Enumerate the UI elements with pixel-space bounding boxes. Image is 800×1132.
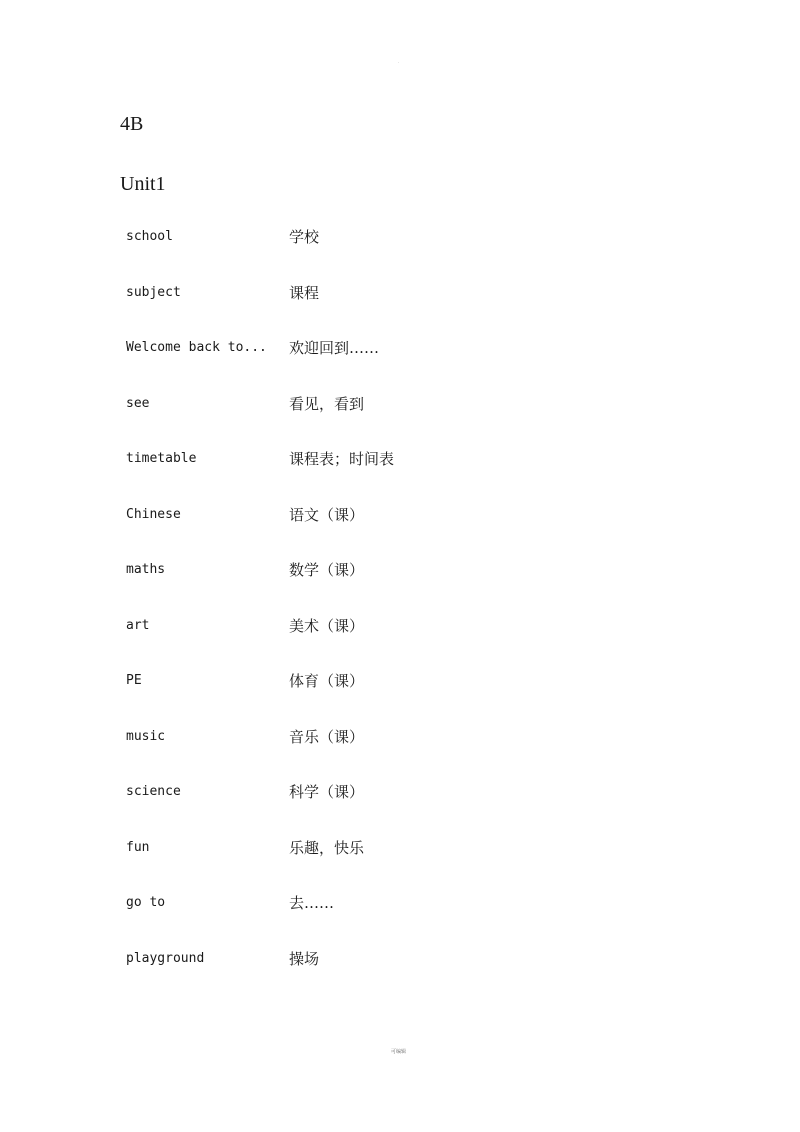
vocab-english: PE [126,673,142,688]
vocab-row [126,502,686,558]
vocab-row [126,391,686,447]
vocab-chinese: 学校 [289,228,320,246]
vocab-row [126,835,686,891]
vocab-row [126,724,686,780]
vocab-row [126,224,686,280]
vocab-row [126,946,686,1002]
vocab-chinese: 语文（课） [289,505,365,524]
vocab-english: see [126,395,150,411]
vocab-row [126,668,686,724]
vocab-chinese: 操场 [289,949,320,968]
vocab-english: science [126,784,181,799]
vocab-chinese: 课程 [289,283,320,302]
vocab-english: maths [126,562,166,577]
vocab-row [126,890,686,946]
vocab-row [126,446,686,502]
vocab-row [126,613,686,669]
vocab-english: music [126,728,166,744]
header-mark: . [398,59,400,64]
unit-title: Unit1 [120,173,166,195]
vocab-english: playground [126,950,205,966]
vocab-chinese: 数学（课） [289,561,365,579]
vocab-english: Chinese [126,506,181,522]
vocab-english: go to [126,895,166,910]
footer-mark: 可编辑 [391,1049,407,1055]
vocab-chinese: 课程表；时间表 [289,450,395,468]
vocab-chinese: 去…… [289,894,335,912]
vocab-english: school [126,229,173,244]
vocab-english: art [126,617,150,633]
vocab-english: Welcome back to... [126,340,267,355]
vocab-row [126,280,686,336]
vocab-chinese: 体育（课） [289,672,365,690]
vocab-english: fun [126,839,150,855]
vocab-english: timetable [126,451,197,466]
vocab-chinese: 音乐（课） [289,727,365,746]
vocab-chinese: 科学（课） [289,783,365,801]
vocab-chinese: 乐趣，快乐 [289,838,365,857]
grade-title: 4B [120,113,144,135]
vocab-english: subject [126,284,181,300]
vocabulary-list [126,224,686,1001]
vocab-row [126,557,686,613]
vocab-chinese: 看见，看到 [289,394,365,413]
vocab-row [126,779,686,835]
vocab-chinese: 欢迎回到…… [289,339,380,357]
vocab-chinese: 美术（课） [289,616,365,635]
vocab-row [126,335,686,391]
